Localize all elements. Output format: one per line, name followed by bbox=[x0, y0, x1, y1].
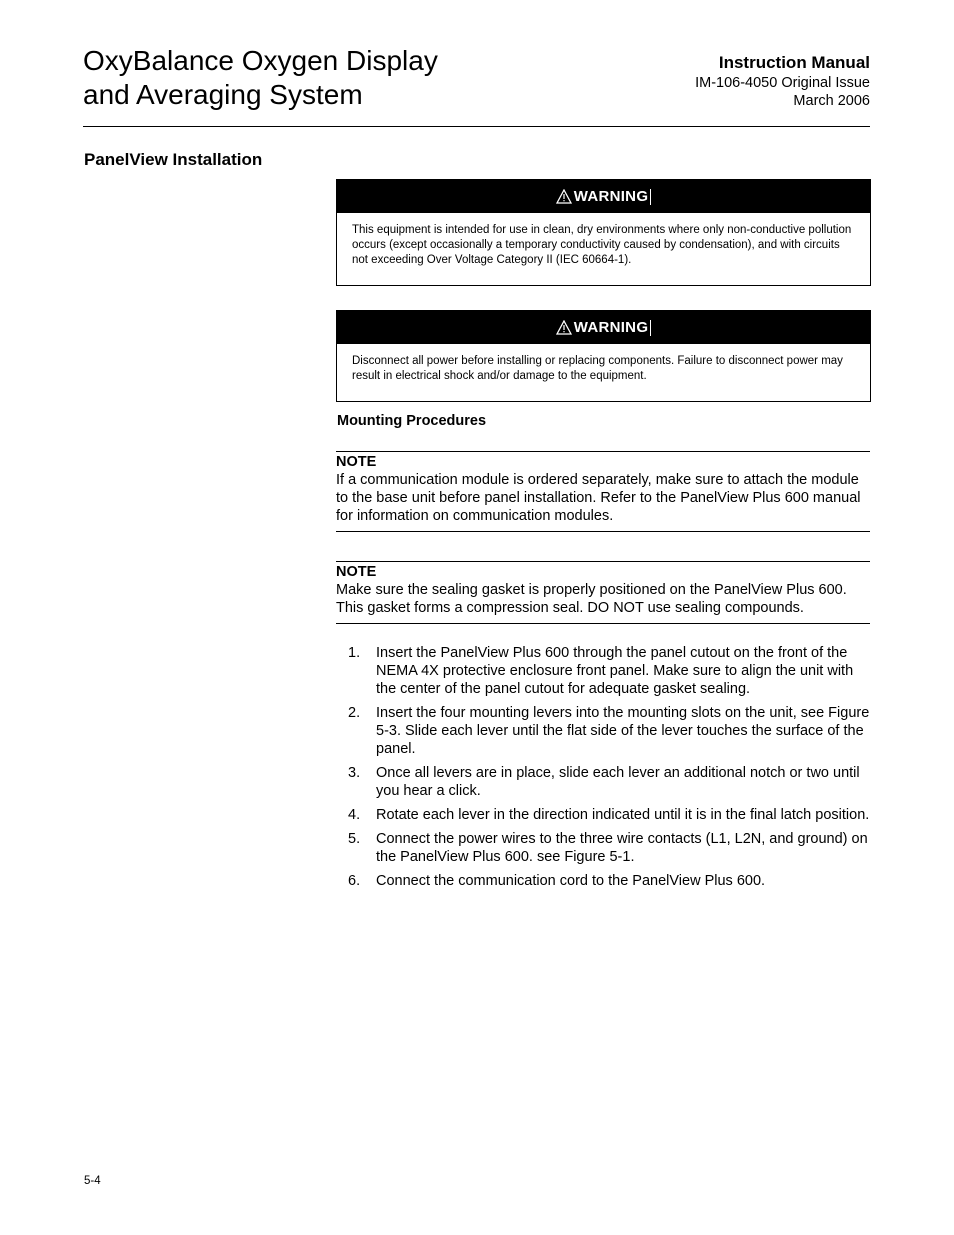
step-text: Once all levers are in place, slide each lever an additional notch or two until you hear a click. bbox=[376, 765, 860, 799]
note-text: If a communication module is ordered separately, make sure to attach the module to the base unit before panel installation. Refer to the PanelView Plus 600 manual for information on communication modules. bbox=[336, 472, 861, 524]
document-date: March 2006 bbox=[793, 93, 870, 109]
warning-triangle-icon bbox=[556, 189, 572, 204]
document-title-line-1: OxyBalance Oxygen Display bbox=[83, 45, 438, 76]
step-number: 1. bbox=[348, 645, 361, 661]
note-text: Make sure the sealing gasket is properly positioned on the PanelView Plus 600. This gasket forms a compression seal. DO NOT use sealing compounds. bbox=[336, 582, 847, 616]
warning-bar-tick bbox=[650, 320, 651, 336]
manual-title: Instruction Manual bbox=[718, 53, 870, 72]
procedure-step bbox=[336, 764, 870, 800]
warning-bar-tick bbox=[650, 189, 651, 205]
note-box-2 bbox=[336, 561, 870, 624]
procedure-step bbox=[336, 704, 870, 758]
step-text: Connect the power wires to the three wire contacts (L1, L2N, and ground) on the PanelView Plus 600. see Figure 5-1. bbox=[376, 831, 868, 865]
document-title bbox=[83, 44, 438, 112]
step-text: Insert the four mounting levers into the mounting slots on the unit, see Figure 5-3. Slide each lever until the flat side of the lever touches the surface of the panel. bbox=[376, 705, 870, 757]
step-text: Insert the PanelView Plus 600 through the panel cutout on the front of the NEMA 4X protective enclosure front panel. Make sure to align the unit with the center of the panel cutout for adequate gasket sealing. bbox=[376, 645, 854, 697]
step-number: 4. bbox=[348, 807, 361, 823]
mounting-procedures-heading: Mounting Procedures bbox=[337, 413, 487, 429]
note-label: NOTE bbox=[336, 454, 377, 470]
warning-header bbox=[337, 311, 870, 344]
manual-info bbox=[695, 52, 870, 110]
step-number: 3. bbox=[348, 765, 361, 781]
document-title-line-2: and Averaging System bbox=[83, 79, 363, 110]
warning-triangle-icon bbox=[556, 320, 572, 335]
warning-text: Disconnect all power before installing or replacing components. Failure to disconnect power may result in electrical shock and/or damage to the equipment. bbox=[352, 355, 843, 382]
document-number: IM-106-4050 Original Issue bbox=[695, 75, 870, 91]
procedure-step bbox=[336, 806, 870, 824]
page-number: 5-4 bbox=[84, 1175, 101, 1187]
procedure-step bbox=[336, 872, 870, 890]
step-number: 6. bbox=[348, 873, 361, 889]
procedure-steps bbox=[336, 644, 870, 896]
warning-label: WARNING bbox=[573, 188, 649, 205]
procedure-step bbox=[336, 830, 870, 866]
warning-box-2 bbox=[336, 310, 871, 402]
step-number: 2. bbox=[348, 705, 361, 721]
section-heading: PanelView Installation bbox=[84, 150, 263, 169]
header-divider bbox=[83, 126, 870, 127]
step-text: Connect the communication cord to the PanelView Plus 600. bbox=[376, 873, 766, 889]
warning-text: This equipment is intended for use in clean, dry environments where only non-conductive pollution occurs (except occasionally a temporary conductivity caused by condensation), and with circuits not exceeding Over Voltage Category II (IEC 60664-1). bbox=[352, 224, 852, 266]
step-text: Rotate each lever in the direction indicated until it is in the final latch position. bbox=[376, 807, 870, 823]
note-box-1 bbox=[336, 451, 870, 532]
procedure-step bbox=[336, 644, 870, 698]
warning-label: WARNING bbox=[573, 319, 649, 336]
step-number: 5. bbox=[348, 831, 361, 847]
note-label: NOTE bbox=[336, 564, 377, 580]
warning-box-1 bbox=[336, 179, 871, 286]
warning-header bbox=[337, 180, 870, 213]
